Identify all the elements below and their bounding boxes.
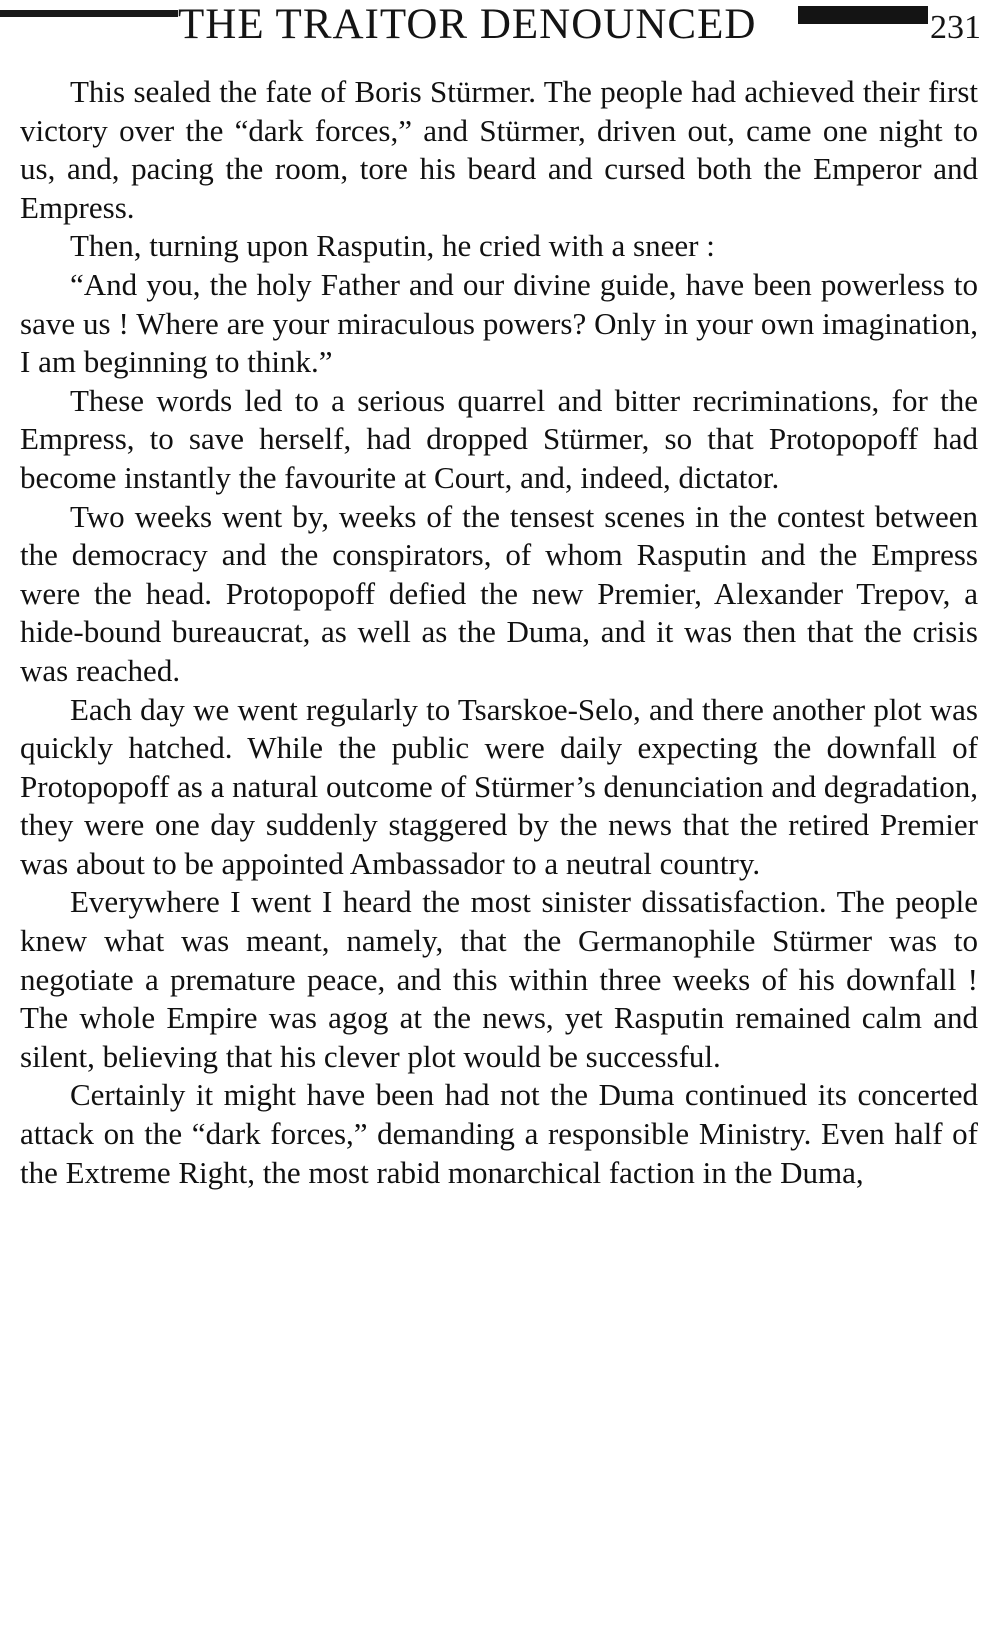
- paragraph: This sealed the fate of Boris Stürmer. The people had achieved their first victory over the “dark forces,” and Stürmer, driven out, came one night to us, and, pacing the room, tore his beard and cursed both the Emperor and Empress.: [20, 74, 978, 225]
- paragraph: Each day we went regularly to Tsarskoe-Selo, and there another plot was quickly hatched. While the public were daily expecting the downfall of Protopopoff as a natural outcome of Stürmer’s denunciation and degradation, they were one day suddenly staggered by the news that the retired Premier was about to be appointed Ambassador to a neutral country.: [20, 691, 978, 881]
- paragraph: These words led to a serious quarrel and bitter recriminations, for the Empress, to save herself, had dropped Stürmer, so that Protopopoff had become instantly the favourite at Court, and, indeed, dictator.: [20, 382, 978, 495]
- scan-smudge-left: [0, 10, 178, 17]
- page-number: 231: [930, 9, 981, 46]
- paragraph: Certainly it might have been had not the Duma continued its concerted attack on the “dark forces,” demanding a responsible Ministry. Even half of the Extreme Right, the most rabid monarchical faction in the Duma,: [20, 1077, 978, 1190]
- page-header: [0, 0, 1000, 48]
- paragraph: Two weeks went by, weeks of the tensest scenes in the contest between the democracy and the conspirators, of whom Rasputin and the Empress were the head. Protopopoff defied the new Premier, Alexander Trepov, a hide-bound bureaucrat, as well as the Duma, and it was then that the crisis was reached.: [20, 498, 978, 688]
- paragraph: Then, turning upon Rasputin, he cried with a sneer :: [70, 228, 715, 264]
- scan-smudge-right: [798, 6, 928, 24]
- paragraph: “And you, the holy Father and our divine guide, have been powerless to save us ! Where are your miraculous powers? Only in your own imagination, I am beginning to think.”: [20, 266, 978, 380]
- paragraph: Everywhere I went I heard the most sinister dissatisfaction. The people knew what was meant, namely, that the Germanophile Stürmer was to negotiate a premature peace, and this within three weeks of his downfall ! The whole Empire was agog at the news, yet Rasputin remained calm and silent, believing that his clever plot would be successful.: [20, 884, 978, 1074]
- running-title: THE TRAITOR DENOUNCED: [178, 1, 757, 48]
- body-text: [20, 73, 978, 1192]
